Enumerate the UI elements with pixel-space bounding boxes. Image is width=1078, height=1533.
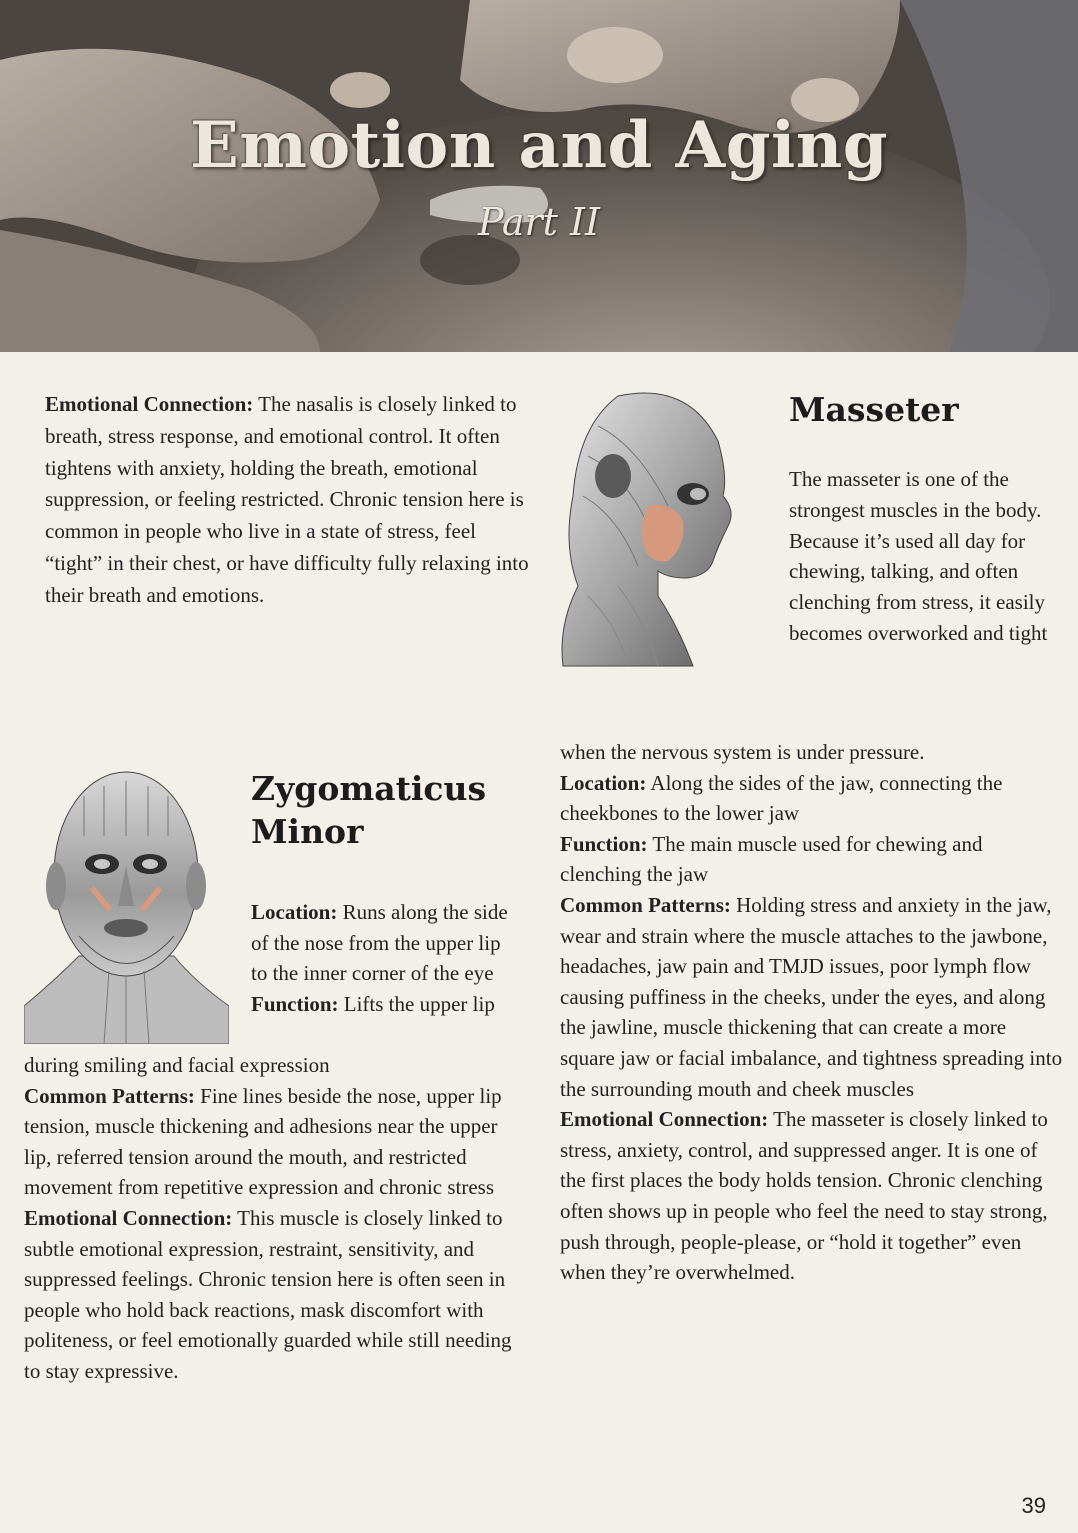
masseter-emotional-label: Emotional Connection:	[560, 1107, 769, 1132]
masseter-location-text: Along the sides of the jaw, connecting the cheekbones to the lower jaw	[560, 770, 1003, 826]
head-side-muscle-anatomy	[558, 386, 738, 671]
masseter-emotional-text: The masseter is closely linked to stress, anxiety, control, and suppressed anger. It is one of the first places the body holds tension. Chronic clenching often shows up in people who feel the need to stay strong, push through, people-please, or “hold it together” even when they’re overwhelmed.	[560, 1107, 1048, 1285]
zygomaticus-heading-line1: Zygomaticus	[251, 769, 487, 808]
zygomaticus-location	[251, 897, 511, 1019]
page-number: 39	[1021, 1493, 1046, 1518]
zygomaticus-patterns-text: Fine lines beside the nose, upper lip tension, muscle thickening and adhesions near the upper lip, referred tension around the mouth, and restricted movement from repetitive expression and chronic stress	[24, 1083, 502, 1200]
masseter-intro-continued: when the nervous system is under pressure.	[560, 740, 925, 764]
zygomaticus-location-text: Runs along the side of the nose from the upper lip to the inner corner of the eye	[251, 900, 508, 986]
hero-banner	[0, 0, 1078, 352]
masseter-function-label: Function:	[560, 831, 648, 856]
masseter-function-text: The main muscle used for chewing and clenching the jaw	[560, 831, 983, 887]
zygomaticus-location-label: Location:	[251, 900, 338, 924]
zygomaticus-details	[24, 1050, 529, 1387]
zygomaticus-function-continued: during smiling and facial expression	[24, 1053, 330, 1077]
zygomaticus-emotional-text: This muscle is closely linked to subtle emotional expression, restraint, sensitivity, and suppressed feelings. Chronic tension here is often seen in people who hold back reactions, mask discomfort with politeness, or feel emotionally guarded while still needing to stay expressive.	[24, 1205, 512, 1383]
zygomaticus-heading	[251, 767, 486, 853]
masseter-details	[560, 737, 1065, 1288]
masseter-intro: The masseter is one of the strongest muscles in the body. Because it’s used all day for chewing, talking, and often clenching from stress, it easily becomes overworked and tight	[789, 467, 1048, 645]
zygomaticus-heading-line2: Minor	[251, 812, 364, 851]
head-front-muscle-anatomy	[24, 766, 229, 1044]
masseter-heading: Masseter	[789, 390, 959, 429]
masseter-patterns-text: Holding stress and anxiety in the jaw, wear and strain where the muscle attaches to the jawbone, headaches, jaw pain and TMJD issues, poor lymph flow causing puffiness in the cheeks, under the eyes, and along the jawline, muscle thickening that can create a more square jaw or facial imbalance, and tightness spreading into the surrounding mouth and cheek muscles	[560, 892, 1063, 1101]
zygomaticus-function-text: Lifts the upper lip	[338, 991, 495, 1016]
nasalis-emotional-label: Emotional Connection:	[45, 392, 254, 416]
page-title: Emotion and Aging	[189, 108, 889, 183]
nasalis-emotional-text: The nasalis is closely linked to breath, stress response, and emotional control. It often tightens with anxiety, holding the breath, emotional suppression, or feeling restricted. Chronic tension here is common in people who live in a state of stress, feel “tight” in their chest, or have difficulty fully relaxing into their breath and emotions.	[45, 392, 529, 607]
page-subtitle: Part II	[477, 200, 601, 244]
zygomaticus-patterns-label: Common Patterns:	[24, 1083, 195, 1108]
zygomaticus-function-label: Function:	[251, 991, 339, 1016]
zygomaticus-emotional-label: Emotional Connection:	[24, 1205, 233, 1230]
masseter-location-label: Location:	[560, 770, 647, 795]
nasalis-emotional-connection	[45, 389, 535, 612]
masseter-patterns-label: Common Patterns:	[560, 892, 731, 917]
